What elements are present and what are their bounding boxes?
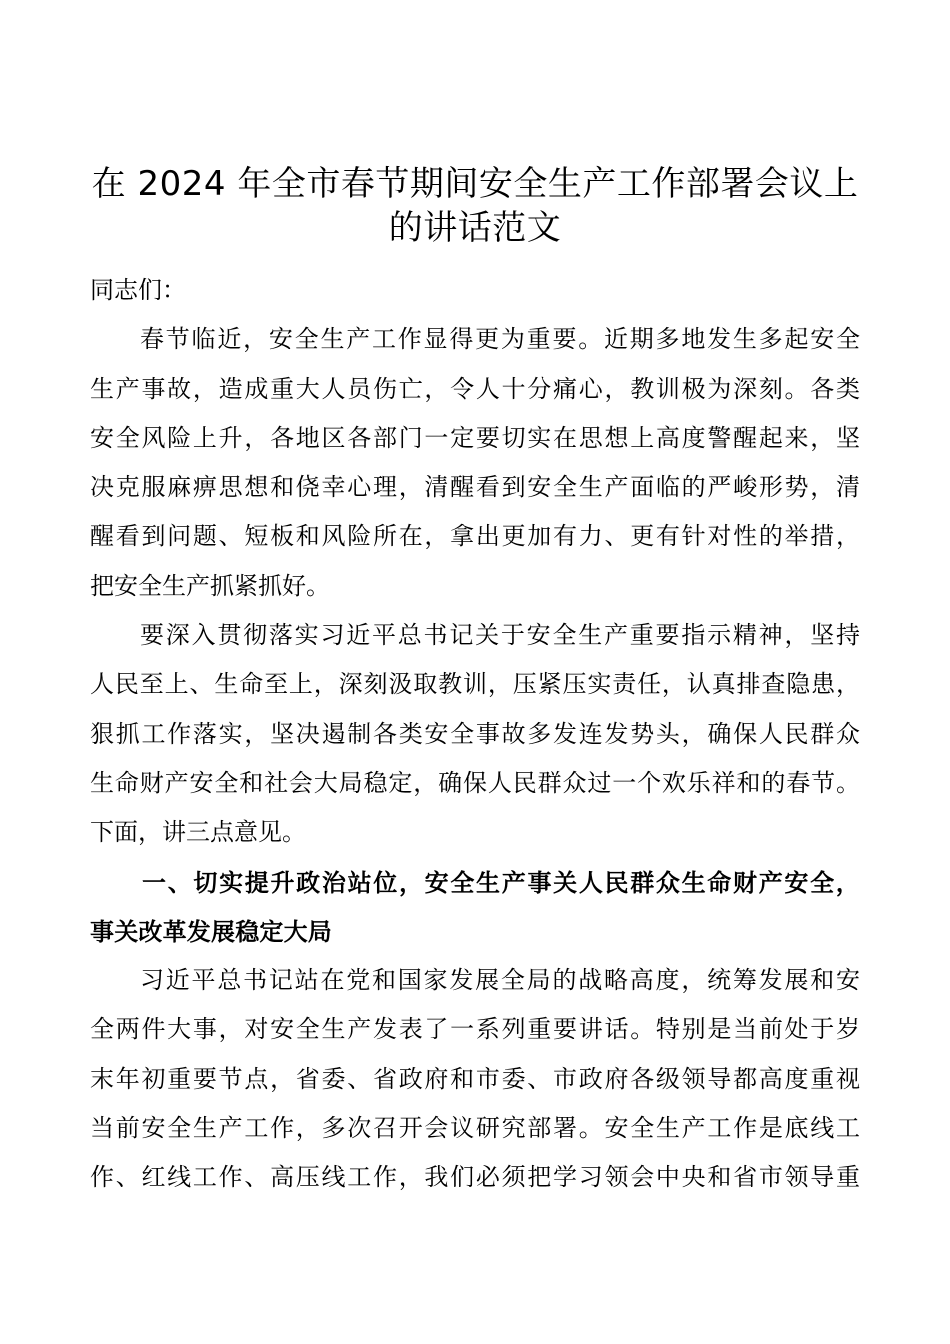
paragraph-line: 安全风险上升，各地区各部门一定要切实在思想上高度警醒起来，坚	[90, 423, 860, 452]
paragraph-line: 全两件大事，对安全生产发表了一系列重要讲话。特别是当前处于岁	[90, 1015, 860, 1044]
paragraph-line: 把安全生产抓紧抓好。	[90, 571, 330, 600]
heading-line: 事关改革发展稳定大局	[90, 916, 332, 946]
paragraph-line: 人民至上、生命至上，深刻汲取教训，压紧压实责任，认真排查隐患，	[90, 670, 860, 699]
heading-line: 一、切实提升政治站位，安全生产事关人民群众生命财产安全，	[142, 867, 860, 897]
paragraph-2	[90, 611, 860, 857]
title-line-2: 的讲话范文	[388, 208, 562, 248]
paragraph-line: 生命财产安全和社会大局稳定，确保人民群众过一个欢乐祥和的春节。	[90, 768, 860, 797]
paragraph-line: 醒看到问题、短板和风险所在，拿出更加有力、更有针对性的举措，	[90, 522, 860, 551]
paragraph-3	[90, 956, 860, 1202]
paragraph-line: 末年初重要节点，省委、省政府和市委、市政府各级领导都高度重视	[90, 1064, 860, 1093]
paragraph-line: 下面，讲三点意见。	[90, 818, 306, 847]
paragraph-1	[90, 315, 860, 611]
paragraph-line: 狠抓工作落实，坚决遏制各类安全事故多发连发势头，确保人民群众	[90, 719, 860, 748]
paragraph-line: 习近平总书记站在党和国家发展全局的战略高度，统筹发展和安	[140, 966, 860, 995]
document-body	[90, 266, 860, 1203]
paragraph-line: 作、红线工作、高压线工作，我们必须把学习领会中央和省市领导重	[90, 1163, 860, 1192]
salutation: 同志们：	[90, 276, 186, 304]
document-title	[90, 162, 860, 250]
title-line-1: 在 2024 年全市春节期间安全生产工作部署会议上	[91, 164, 859, 204]
paragraph-line: 要深入贯彻落实习近平总书记关于安全生产重要指示精神，坚持	[140, 621, 860, 650]
section-heading	[90, 858, 860, 957]
paragraph-line: 决克服麻痹思想和侥幸心理，清醒看到安全生产面临的严峻形势，清	[90, 473, 860, 502]
paragraph-line: 当前安全生产工作，多次召开会议研究部署。安全生产工作是底线工	[90, 1114, 860, 1143]
paragraph-line: 春节临近，安全生产工作显得更为重要。近期多地发生多起安全	[140, 325, 860, 354]
paragraph-line: 生产事故，造成重大人员伤亡，令人十分痛心，教训极为深刻。各类	[90, 374, 860, 403]
